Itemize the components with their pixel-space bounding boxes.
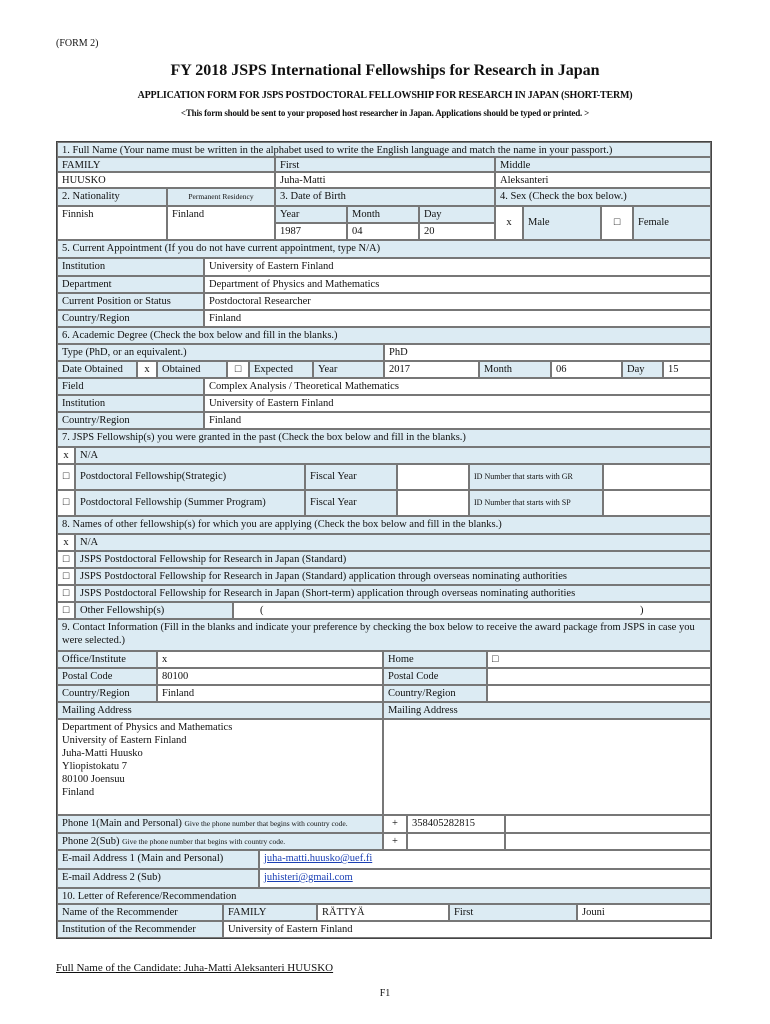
obtained-label: Obtained bbox=[157, 361, 227, 378]
obtained-checkbox[interactable]: x bbox=[137, 361, 157, 378]
office-label: Office/Institute bbox=[57, 651, 157, 668]
date-obtained-label: Date Obtained bbox=[57, 361, 137, 378]
degree-month-field[interactable]: 06 bbox=[551, 361, 622, 378]
section-8-header: 8. Names of other fellowship(s) for which you are applying (Check the box below and fill in the blanks.) bbox=[57, 516, 711, 534]
home-checkbox[interactable]: □ bbox=[487, 651, 711, 668]
female-checkbox[interactable]: □ bbox=[601, 206, 633, 240]
phone2-extra-field[interactable] bbox=[505, 833, 711, 850]
form-tag: (FORM 2) bbox=[56, 38, 99, 49]
phone1-label-cell bbox=[57, 815, 383, 833]
appointment-country-label: Country/Region bbox=[57, 310, 204, 327]
degree-institution-field[interactable]: University of Eastern Finland bbox=[204, 395, 711, 412]
recommender-institution-label: Institution of the Recommender bbox=[57, 921, 223, 938]
standard-checkbox[interactable]: □ bbox=[57, 551, 75, 568]
summer-fiscal-field[interactable] bbox=[397, 490, 469, 516]
expected-checkbox[interactable]: □ bbox=[227, 361, 249, 378]
recommender-family-field[interactable]: RÄTTYÄ bbox=[317, 904, 449, 921]
postal-code-field[interactable]: 80100 bbox=[157, 668, 383, 685]
residency-field[interactable]: Finland bbox=[167, 206, 275, 240]
form-subtitle: APPLICATION FORM FOR JSPS POSTDOCTORAL FELLOWSHIP FOR RESEARCH IN JAPAN (SHORT-TERM) bbox=[137, 90, 633, 101]
middle-label: Middle bbox=[495, 157, 711, 172]
degree-country-label: Country/Region bbox=[57, 412, 204, 429]
dob-month-field[interactable]: 04 bbox=[347, 223, 419, 240]
residency-label: Permanent Residency bbox=[167, 188, 275, 206]
dob-year-label: Year bbox=[275, 206, 347, 223]
section-9-header: 9. Contact Information (Fill in the blanks and indicate your preference by checking the box below to receive the award package from JSPS in case you were selected.) bbox=[57, 619, 711, 651]
degree-field-value[interactable]: Complex Analysis / Theoretical Mathematics bbox=[204, 378, 711, 395]
candidate-full-name: Full Name of the Candidate: Juha-Matti Aleksanteri HUUSKO bbox=[56, 962, 334, 974]
phone2-plus: + bbox=[383, 833, 407, 850]
appointment-institution-field[interactable]: University of Eastern Finland bbox=[204, 258, 711, 276]
application-form bbox=[56, 141, 712, 939]
female-label: Female bbox=[633, 206, 711, 240]
email2-link[interactable]: juhisteri@gmail.com bbox=[264, 872, 353, 883]
degree-year-label: Year bbox=[313, 361, 384, 378]
home-mailing-address-field[interactable] bbox=[383, 719, 711, 815]
standard-label: JSPS Postdoctoral Fellowship for Research in Japan (Standard) bbox=[75, 551, 711, 568]
email2-label: E-mail Address 2 (Sub) bbox=[57, 869, 259, 888]
mailing-address-field[interactable] bbox=[57, 719, 383, 815]
other-fellowship-label: Other Fellowship(s) bbox=[75, 602, 233, 619]
degree-type-field[interactable]: PhD bbox=[384, 344, 711, 361]
nationality-field[interactable]: Finnish bbox=[57, 206, 167, 240]
appointment-country-field[interactable]: Finland bbox=[204, 310, 711, 327]
address-line: Department of Physics and Mathematics bbox=[62, 722, 233, 733]
appointment-department-label: Department bbox=[57, 276, 204, 293]
family-name-field[interactable]: HUUSKO bbox=[57, 172, 275, 188]
contact-country-field[interactable]: Finland bbox=[157, 685, 383, 702]
male-checkbox[interactable]: x bbox=[495, 206, 523, 240]
degree-day-field[interactable]: 15 bbox=[663, 361, 711, 378]
submission-note: <This form should be sent to your proposed host researcher in Japan. Applications should be typed or printed. > bbox=[180, 108, 590, 118]
middle-name-field[interactable]: Aleksanteri bbox=[495, 172, 711, 188]
summer-fiscal-label: Fiscal Year bbox=[305, 490, 397, 516]
dob-label: 3. Date of Birth bbox=[275, 188, 495, 206]
other-na-label: N/A bbox=[75, 534, 711, 551]
page-number: F1 bbox=[379, 988, 391, 999]
phone1-note: Give the phone number that begins with country code. bbox=[184, 819, 348, 828]
standard-overseas-checkbox[interactable]: □ bbox=[57, 568, 75, 585]
postal-code-label: Postal Code bbox=[57, 668, 157, 685]
phone1-label: Phone 1(Main and Personal) bbox=[62, 818, 182, 829]
other-fellowship-field[interactable] bbox=[233, 602, 711, 619]
phone2-note: Give the phone number that begins with country code. bbox=[122, 837, 286, 846]
appointment-position-label: Current Position or Status bbox=[57, 293, 204, 310]
section-10-header: 10. Letter of Reference/Recommendation bbox=[57, 888, 711, 904]
address-line: University of Eastern Finland bbox=[62, 735, 187, 746]
expected-label: Expected bbox=[249, 361, 313, 378]
dob-month-label: Month bbox=[347, 206, 419, 223]
degree-type-label: Type (PhD, or an equivalent.) bbox=[57, 344, 384, 361]
home-country-field[interactable] bbox=[487, 685, 711, 702]
address-line: Finland bbox=[62, 787, 95, 798]
email2-field[interactable] bbox=[259, 869, 711, 888]
recommender-first-field[interactable]: Jouni bbox=[577, 904, 711, 921]
degree-day-label: Day bbox=[622, 361, 663, 378]
home-postal-code-label: Postal Code bbox=[383, 668, 487, 685]
address-line: 80100 Joensuu bbox=[62, 774, 125, 785]
dob-year-field[interactable]: 1987 bbox=[275, 223, 347, 240]
degree-field-label: Field bbox=[57, 378, 204, 395]
family-label: FAMILY bbox=[57, 157, 275, 172]
paren-close: ) bbox=[640, 605, 644, 616]
contact-country-label: Country/Region bbox=[57, 685, 157, 702]
past-na-checkbox[interactable]: x bbox=[57, 447, 75, 464]
summer-label: Postdoctoral Fellowship (Summer Program) bbox=[75, 490, 305, 516]
id-gr-label: ID Number that starts with GR bbox=[469, 464, 603, 490]
id-sp-label: ID Number that starts with SP bbox=[469, 490, 603, 516]
phone2-field[interactable] bbox=[407, 833, 505, 850]
strategic-checkbox[interactable]: □ bbox=[57, 464, 75, 490]
home-mailing-address-label: Mailing Address bbox=[383, 702, 711, 719]
standard-overseas-label: JSPS Postdoctoral Fellowship for Research in Japan (Standard) application through overseas nominating authorities bbox=[75, 568, 711, 585]
email1-field[interactable] bbox=[259, 850, 711, 869]
id-sp-field[interactable] bbox=[603, 490, 711, 516]
summer-checkbox[interactable]: □ bbox=[57, 490, 75, 516]
home-country-label: Country/Region bbox=[383, 685, 487, 702]
other-fellowship-checkbox[interactable]: □ bbox=[57, 602, 75, 619]
home-label: Home bbox=[383, 651, 487, 668]
shortterm-overseas-label: JSPS Postdoctoral Fellowship for Research in Japan (Short-term) application through overseas nominating authorities bbox=[75, 585, 711, 602]
strategic-fiscal-field[interactable] bbox=[397, 464, 469, 490]
page-title: FY 2018 JSPS International Fellowships for Research in Japan bbox=[170, 62, 600, 79]
degree-year-field[interactable]: 2017 bbox=[384, 361, 479, 378]
id-gr-field[interactable] bbox=[603, 464, 711, 490]
first-name-field[interactable]: Juha-Matti bbox=[275, 172, 495, 188]
section-1-header: 1. Full Name (Your name must be written in the alphabet used to write the English language and match the name in your passport.) bbox=[57, 142, 711, 157]
office-checkbox[interactable]: x bbox=[157, 651, 383, 668]
section-7-header: 7. JSPS Fellowship(s) you were granted in the past (Check the box below and fill in the blanks.) bbox=[57, 429, 711, 447]
phone1-plus: + bbox=[383, 815, 407, 833]
email1-link[interactable]: juha-matti.huusko@uef.fi bbox=[264, 853, 373, 864]
recommender-name-label: Name of the Recommender bbox=[57, 904, 223, 921]
mailing-address-label: Mailing Address bbox=[57, 702, 383, 719]
phone2-label-cell bbox=[57, 833, 383, 850]
degree-institution-label: Institution bbox=[57, 395, 204, 412]
male-label: Male bbox=[523, 206, 601, 240]
address-line: Yliopistokatu 7 bbox=[62, 761, 128, 772]
dob-day-field[interactable]: 20 bbox=[419, 223, 495, 240]
degree-country-field[interactable]: Finland bbox=[204, 412, 711, 429]
dob-day-label: Day bbox=[419, 206, 495, 223]
strategic-label: Postdoctoral Fellowship(Strategic) bbox=[75, 464, 305, 490]
shortterm-overseas-checkbox[interactable]: □ bbox=[57, 585, 75, 602]
sex-label: 4. Sex (Check the box below.) bbox=[495, 188, 711, 206]
past-na-label: N/A bbox=[75, 447, 711, 464]
section-6-header: 6. Academic Degree (Check the box below and fill in the blanks.) bbox=[57, 327, 711, 344]
phone2-label: Phone 2(Sub) bbox=[62, 836, 120, 847]
home-postal-code-field[interactable] bbox=[487, 668, 711, 685]
recommender-institution-field[interactable]: University of Eastern Finland bbox=[223, 921, 711, 938]
degree-month-label: Month bbox=[479, 361, 551, 378]
paren-open: ( bbox=[260, 605, 264, 616]
appointment-institution-label: Institution bbox=[57, 258, 204, 276]
appointment-department-field[interactable]: Department of Physics and Mathematics bbox=[204, 276, 711, 293]
phone1-field[interactable]: 358405282815 bbox=[407, 815, 505, 833]
section-5-header: 5. Current Appointment (If you do not have current appointment, type N/A) bbox=[57, 240, 711, 258]
recommender-first-label: First bbox=[449, 904, 577, 921]
appointment-position-field[interactable]: Postdoctoral Researcher bbox=[204, 293, 711, 310]
recommender-family-label: FAMILY bbox=[223, 904, 317, 921]
phone1-extra-field[interactable] bbox=[505, 815, 711, 833]
other-na-checkbox[interactable]: x bbox=[57, 534, 75, 551]
address-line: Juha-Matti Huusko bbox=[62, 748, 143, 759]
strategic-fiscal-label: Fiscal Year bbox=[305, 464, 397, 490]
email1-label: E-mail Address 1 (Main and Personal) bbox=[57, 850, 259, 869]
nationality-label: 2. Nationality bbox=[57, 188, 167, 206]
first-label: First bbox=[275, 157, 495, 172]
